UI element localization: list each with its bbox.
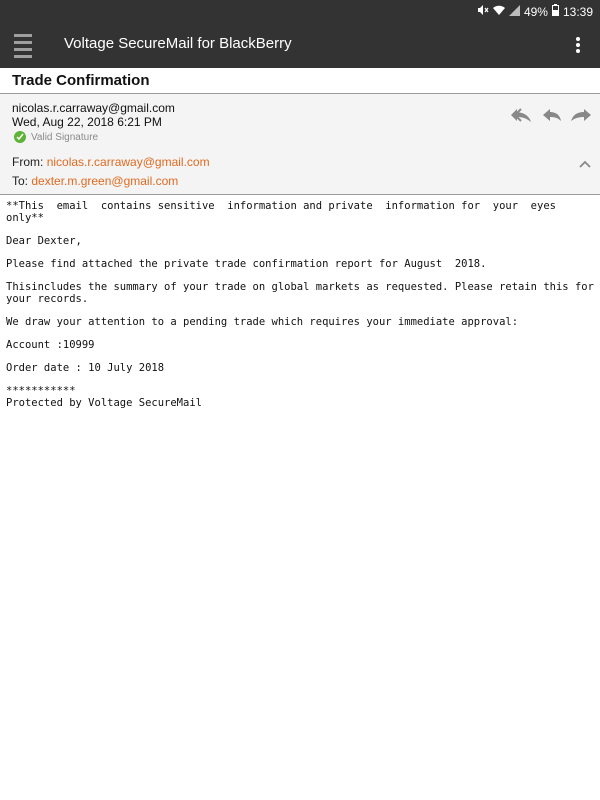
battery-icon	[552, 4, 559, 19]
body-greeting: Dear Dexter,	[6, 235, 82, 247]
to-address[interactable]: dexter.m.green@gmail.com	[31, 174, 179, 188]
overflow-menu-icon[interactable]	[576, 37, 582, 53]
clock: 13:39	[562, 4, 593, 19]
app-title: Voltage SecureMail for BlackBerry	[64, 35, 292, 52]
body-order-date: Order date : 10 July 2018	[6, 362, 165, 374]
message-actions	[510, 106, 592, 129]
email-body	[6, 200, 600, 420]
signature-status	[14, 131, 98, 143]
from-label: From:	[12, 155, 44, 169]
reply-all-icon[interactable]	[510, 106, 534, 129]
chevron-up-icon[interactable]	[578, 156, 592, 174]
forward-icon[interactable]	[570, 106, 592, 129]
signal-icon	[509, 5, 520, 19]
app-bar	[0, 22, 600, 68]
body-account: Account :10999	[6, 339, 95, 351]
email-date: Wed, Aug 22, 2018 6:21 PM	[12, 115, 162, 129]
from-row	[12, 155, 210, 169]
status-icons	[477, 4, 593, 19]
email-subject: Trade Confirmation	[12, 72, 150, 89]
body-paragraph: We draw your attention to a pending trade which requires your immediate approval:	[6, 316, 519, 328]
body-notice: **This email contains sensitive information and private information for your eyes only**	[6, 200, 563, 224]
body-footer: *********** Protected by Voltage SecureMail	[6, 385, 202, 409]
subject-bar	[0, 68, 600, 94]
sender-address: nicolas.r.carraway@gmail.com	[12, 101, 175, 115]
email-header	[0, 94, 600, 195]
to-row	[12, 174, 178, 188]
mute-icon	[477, 4, 489, 19]
wifi-icon	[493, 5, 505, 19]
body-paragraph: Please find attached the private trade confirmation report for August 2018.	[6, 258, 487, 270]
battery-percent: 49%	[523, 4, 548, 19]
signature-label: Valid Signature	[31, 131, 99, 143]
body-paragraph: Thisincludes the summary of your trade on global markets as requested. Please retain this for your records.	[6, 281, 600, 305]
reply-icon[interactable]	[542, 106, 562, 129]
check-icon	[14, 131, 26, 143]
status-bar	[0, 0, 600, 22]
to-label: To:	[12, 174, 29, 188]
from-address[interactable]: nicolas.r.carraway@gmail.com	[46, 155, 210, 169]
menu-icon[interactable]	[14, 34, 32, 56]
